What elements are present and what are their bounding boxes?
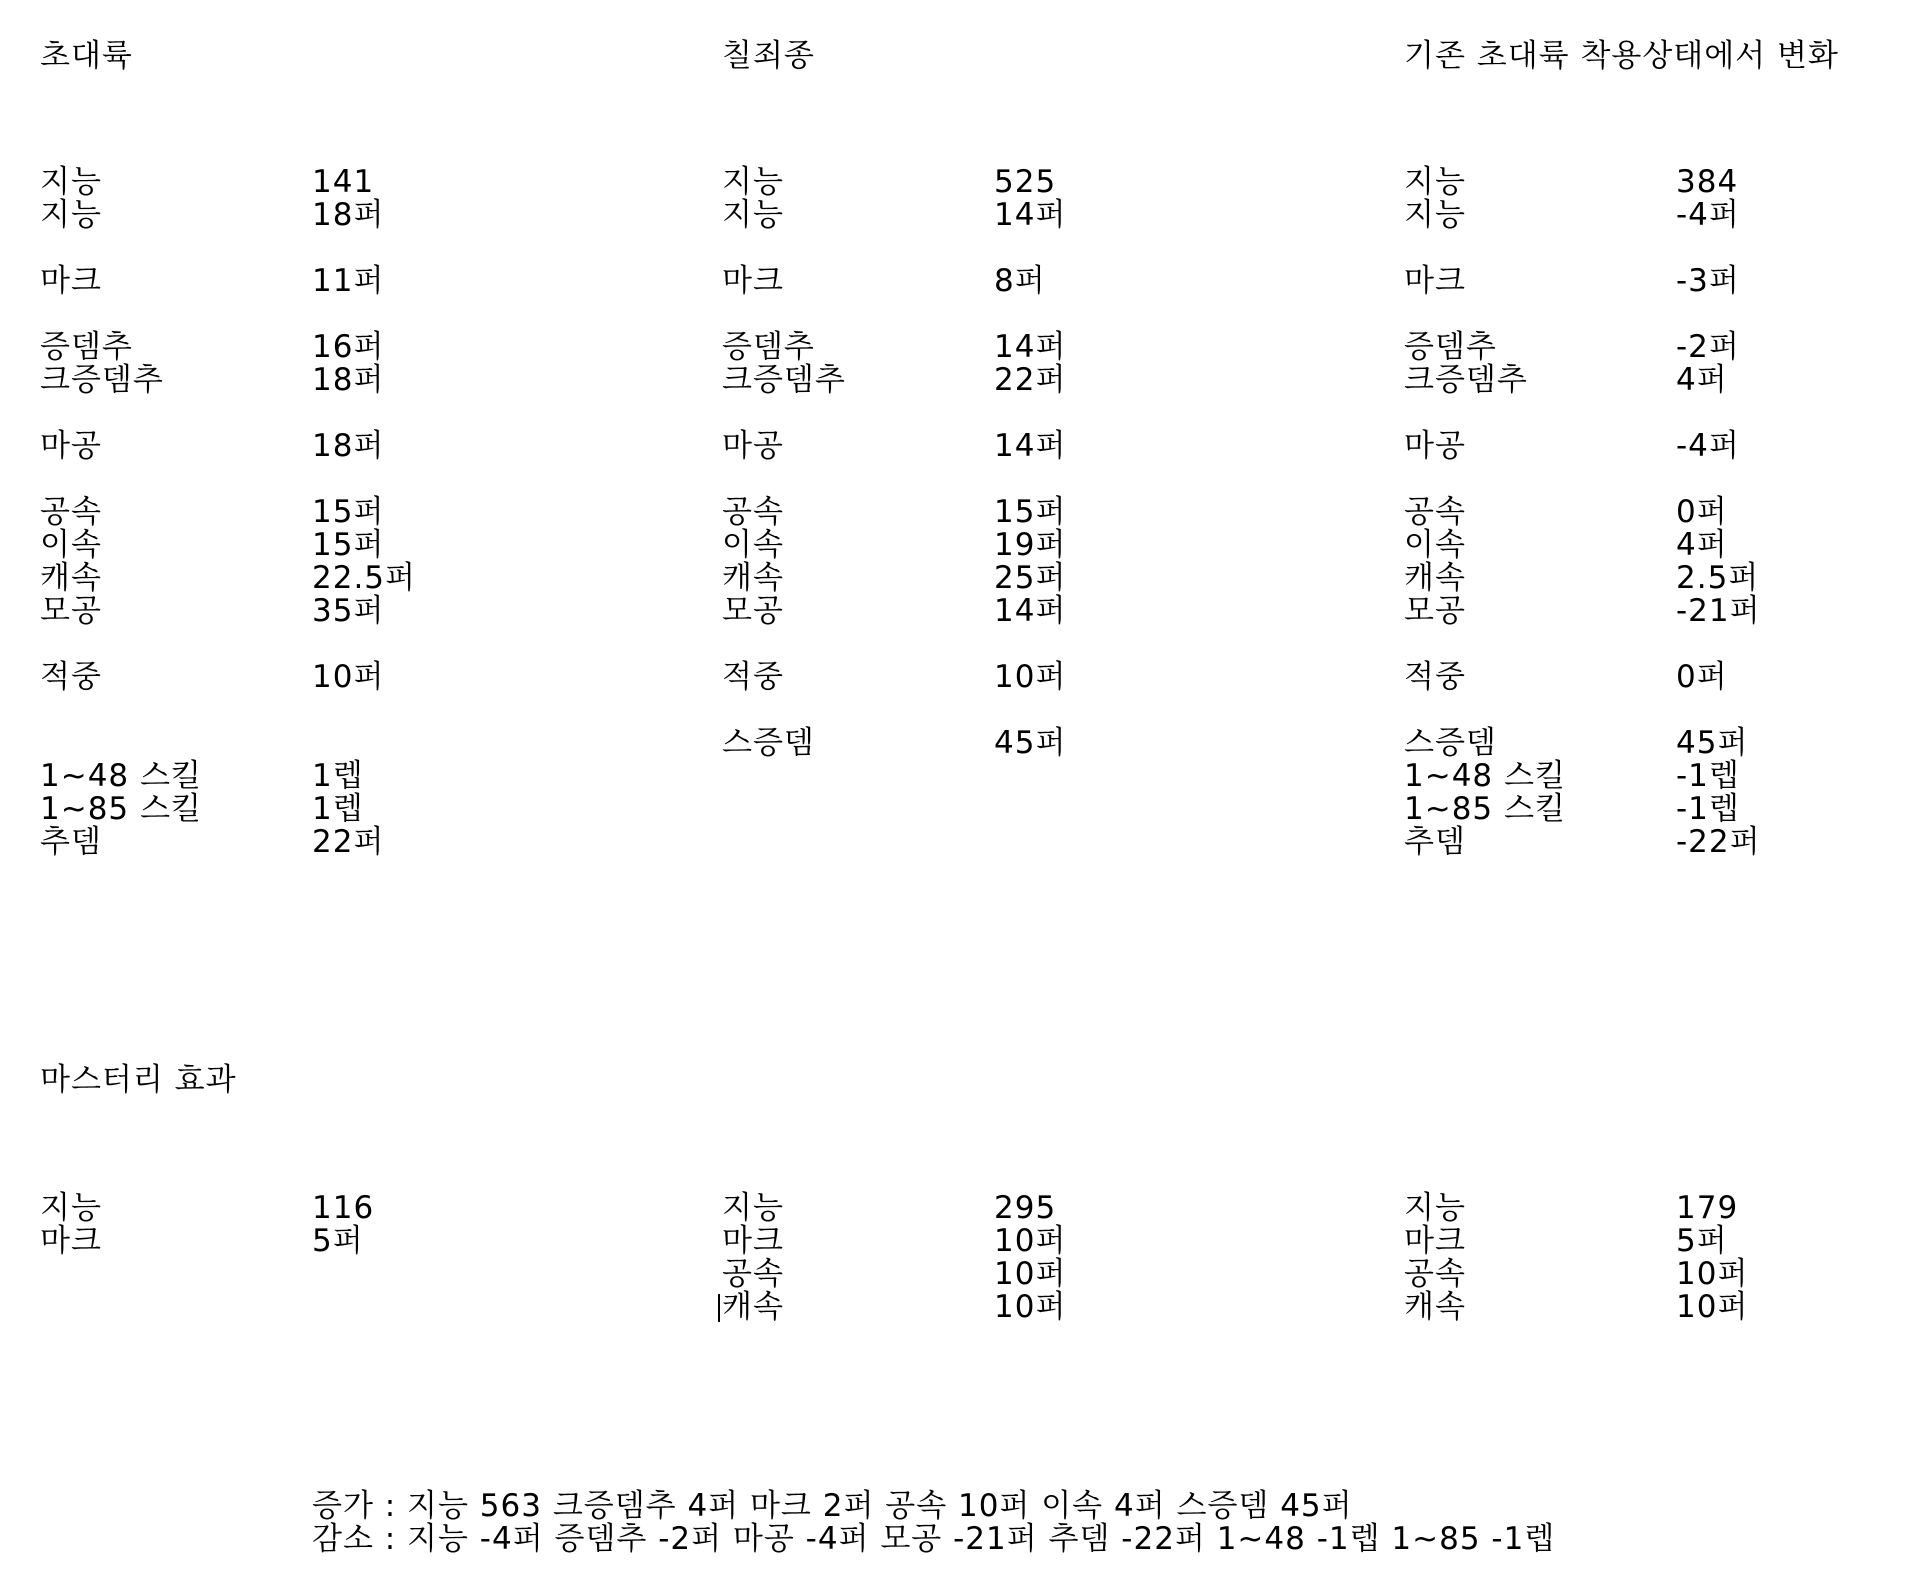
mastery-column-supercontinent xyxy=(40,1192,560,1332)
blank-line xyxy=(40,727,560,760)
stat-label: 1~85 스킬 xyxy=(1404,791,1566,827)
blank-line xyxy=(722,232,1242,265)
column-seven-sins xyxy=(722,30,1242,850)
stat-row xyxy=(40,166,560,199)
stat-value: 45퍼 xyxy=(1676,725,1749,761)
stat-label: 마크 xyxy=(722,1223,784,1259)
stat-value: 15퍼 xyxy=(994,494,1067,530)
blank-line xyxy=(722,397,1242,430)
stat-list xyxy=(722,1192,1242,1324)
stat-value: 15퍼 xyxy=(312,494,385,530)
stat-label: 모공 xyxy=(722,593,784,629)
stat-value: 10퍼 xyxy=(994,1256,1067,1292)
mastery-column-change xyxy=(1404,1192,1911,1332)
stat-label: 1~48 스킬 xyxy=(1404,758,1566,794)
stat-label: 마크 xyxy=(1404,1223,1466,1259)
blank-line xyxy=(722,628,1242,661)
stat-row xyxy=(1404,1258,1911,1291)
stat-label: 스증뎀 xyxy=(1404,725,1497,761)
stat-row xyxy=(1404,199,1911,232)
stat-row xyxy=(1404,496,1911,529)
stat-label: 크증뎀추 xyxy=(40,362,164,398)
stat-label: 지능 xyxy=(1404,197,1466,233)
stat-label: 마크 xyxy=(40,1223,102,1259)
stat-value: 15퍼 xyxy=(312,527,385,563)
stat-row xyxy=(40,496,560,529)
stat-row xyxy=(40,529,560,562)
stat-value: -1렙 xyxy=(1676,758,1740,794)
column-supercontinent xyxy=(40,30,560,860)
stat-value: 10퍼 xyxy=(1676,1289,1749,1325)
mastery-section-title: 마스터리 효과 xyxy=(40,1062,237,1098)
blank-line xyxy=(40,694,560,727)
stat-value: 0퍼 xyxy=(1676,494,1728,530)
stat-label: 캐속 xyxy=(1404,560,1466,596)
stat-label: 추뎀 xyxy=(1404,824,1466,860)
stat-list xyxy=(40,1192,560,1258)
stat-value: 14퍼 xyxy=(994,329,1067,365)
stat-row xyxy=(1404,529,1911,562)
stat-value: 16퍼 xyxy=(312,329,385,365)
stat-row xyxy=(722,562,1242,595)
stat-label: 공속 xyxy=(1404,1256,1466,1292)
summary-increase: 증가 : 지능 563 크증뎀추 4퍼 마크 2퍼 공속 10퍼 이속 4퍼 스증뎀 45퍼 xyxy=(312,1488,1353,1524)
stat-row xyxy=(1404,331,1911,364)
stat-row xyxy=(1404,727,1911,760)
stat-row xyxy=(40,265,560,298)
stat-value: 2.5퍼 xyxy=(1676,560,1760,596)
stat-row xyxy=(1404,595,1911,628)
column-title: 기존 초대륙 착용상태에서 변화 xyxy=(1404,38,1839,74)
stat-value: 18퍼 xyxy=(312,362,385,398)
stat-value: 179 xyxy=(1676,1190,1739,1226)
stat-value: 4퍼 xyxy=(1676,527,1728,563)
column-title: 초대륙 xyxy=(40,38,133,74)
stat-row xyxy=(722,529,1242,562)
stat-label: 이속 xyxy=(722,527,784,563)
stat-label: 스증뎀 xyxy=(722,725,815,761)
stat-value: -3퍼 xyxy=(1676,263,1740,299)
stat-value: 25퍼 xyxy=(994,560,1067,596)
stat-value: 18퍼 xyxy=(312,197,385,233)
stat-row xyxy=(40,364,560,397)
stat-label: 지능 xyxy=(40,197,102,233)
blank-line xyxy=(40,298,560,331)
stat-label: 증뎀추 xyxy=(1404,329,1497,365)
stat-label: 지능 xyxy=(40,164,102,200)
stat-label: 1~85 스킬 xyxy=(40,791,202,827)
stat-value: 1렙 xyxy=(312,758,364,794)
stat-value: 116 xyxy=(312,1190,375,1226)
column-change xyxy=(1404,30,1911,860)
stat-label: 모공 xyxy=(1404,593,1466,629)
stat-label: 마크 xyxy=(40,263,102,299)
stat-label: 모공 xyxy=(40,593,102,629)
stat-row xyxy=(722,364,1242,397)
stat-label: 적중 xyxy=(1404,659,1466,695)
stat-value: -4퍼 xyxy=(1676,428,1740,464)
stat-label: 마공 xyxy=(40,428,102,464)
stat-label: 마공 xyxy=(722,428,784,464)
stat-row xyxy=(40,1192,560,1225)
stat-label: 캐속 xyxy=(722,1289,784,1325)
stat-row xyxy=(40,331,560,364)
stat-value: 384 xyxy=(1676,164,1739,200)
blank-line xyxy=(1404,232,1911,265)
stat-list xyxy=(722,166,1242,760)
blank-line xyxy=(722,298,1242,331)
stat-row xyxy=(1404,364,1911,397)
stat-value: 1렙 xyxy=(312,791,364,827)
stat-row xyxy=(1404,661,1911,694)
stat-label: 공속 xyxy=(1404,494,1466,530)
stat-row xyxy=(40,793,560,826)
stat-value: 18퍼 xyxy=(312,428,385,464)
stat-row xyxy=(1404,793,1911,826)
stat-row xyxy=(40,199,560,232)
stat-value: 14퍼 xyxy=(994,197,1067,233)
mastery-column-seven-sins xyxy=(722,1192,1242,1332)
stat-row xyxy=(40,661,560,694)
stat-value: 0퍼 xyxy=(1676,659,1728,695)
stat-label: 캐속 xyxy=(40,560,102,596)
stat-value: 10퍼 xyxy=(312,659,385,695)
stat-value: 5퍼 xyxy=(312,1223,364,1259)
stat-label: 지능 xyxy=(722,1190,784,1226)
stat-value: 525 xyxy=(994,164,1057,200)
stat-value: 8퍼 xyxy=(994,263,1046,299)
stat-value: 14퍼 xyxy=(994,428,1067,464)
stat-row xyxy=(722,265,1242,298)
stat-label: 캐속 xyxy=(1404,1289,1466,1325)
stat-label: 마공 xyxy=(1404,428,1466,464)
stat-label: 공속 xyxy=(40,494,102,530)
stat-row xyxy=(1404,265,1911,298)
stat-label: 1~48 스킬 xyxy=(40,758,202,794)
stat-label: 이속 xyxy=(40,527,102,563)
stat-label: 지능 xyxy=(1404,1190,1466,1226)
stat-label: 마크 xyxy=(1404,263,1466,299)
stat-value: 22.5퍼 xyxy=(312,560,416,596)
stat-label: 추뎀 xyxy=(40,824,102,860)
stat-value: 35퍼 xyxy=(312,593,385,629)
summary-block xyxy=(312,1490,1555,1556)
blank-line xyxy=(1404,298,1911,331)
stat-row xyxy=(40,430,560,463)
stat-value: -22퍼 xyxy=(1676,824,1761,860)
stat-value: 4퍼 xyxy=(1676,362,1728,398)
blank-line xyxy=(1404,397,1911,430)
stat-label: 공속 xyxy=(722,494,784,530)
stat-label: 지능 xyxy=(722,164,784,200)
summary-decrease: 감소 : 지능 -4퍼 증뎀추 -2퍼 마공 -4퍼 모공 -21퍼 추뎀 -22퍼 1~48 -1렙 1~85 -1렙 xyxy=(312,1521,1556,1557)
stat-row xyxy=(722,727,1242,760)
stat-list xyxy=(1404,166,1911,859)
stat-row xyxy=(722,661,1242,694)
stat-label: 지능 xyxy=(1404,164,1466,200)
stat-row xyxy=(722,331,1242,364)
stat-value: 10퍼 xyxy=(1676,1256,1749,1292)
stat-label: 적중 xyxy=(722,659,784,695)
blank-line xyxy=(1404,694,1911,727)
stat-row xyxy=(1404,760,1911,793)
blank-line xyxy=(40,397,560,430)
stat-row xyxy=(722,1258,1242,1291)
stat-row xyxy=(1404,1192,1911,1225)
blank-line xyxy=(40,232,560,265)
stat-value: -2퍼 xyxy=(1676,329,1740,365)
column-title: 칠죄종 xyxy=(722,38,815,74)
stat-row xyxy=(722,199,1242,232)
stat-label: 증뎀추 xyxy=(722,329,815,365)
stat-value: 10퍼 xyxy=(994,1289,1067,1325)
blank-line xyxy=(40,628,560,661)
stat-list xyxy=(1404,1192,1911,1324)
stat-label: 적중 xyxy=(40,659,102,695)
blank-line xyxy=(1404,628,1911,661)
stat-value: 141 xyxy=(312,164,375,200)
stat-row xyxy=(1404,166,1911,199)
stat-label: 이속 xyxy=(1404,527,1466,563)
stat-row xyxy=(40,1225,560,1258)
stat-row xyxy=(722,496,1242,529)
stat-row xyxy=(1404,1225,1911,1258)
stat-label: 크증뎀추 xyxy=(1404,362,1528,398)
stat-row xyxy=(1404,430,1911,463)
stat-row xyxy=(40,826,560,859)
blank-line xyxy=(722,463,1242,496)
stat-row xyxy=(722,1192,1242,1225)
stat-value: 5퍼 xyxy=(1676,1223,1728,1259)
blank-line xyxy=(722,694,1242,727)
stat-value: 19퍼 xyxy=(994,527,1067,563)
stat-value: 10퍼 xyxy=(994,1223,1067,1259)
stat-value: 14퍼 xyxy=(994,593,1067,629)
stat-label: 지능 xyxy=(722,197,784,233)
stat-label: 지능 xyxy=(40,1190,102,1226)
stat-row xyxy=(722,1291,1242,1324)
stat-value: -4퍼 xyxy=(1676,197,1740,233)
stat-row xyxy=(722,430,1242,463)
stat-label: 마크 xyxy=(722,263,784,299)
stat-row xyxy=(722,595,1242,628)
stat-row xyxy=(722,166,1242,199)
stat-value: 10퍼 xyxy=(994,659,1067,695)
blank-line xyxy=(1404,463,1911,496)
text-cursor xyxy=(718,1294,720,1322)
stat-row xyxy=(1404,562,1911,595)
stat-value: 22퍼 xyxy=(312,824,385,860)
stat-value: -1렙 xyxy=(1676,791,1740,827)
stat-row xyxy=(40,595,560,628)
stat-value: -21퍼 xyxy=(1676,593,1761,629)
stat-row xyxy=(722,1225,1242,1258)
stat-row xyxy=(1404,1291,1911,1324)
stat-label: 공속 xyxy=(722,1256,784,1292)
stat-value: 45퍼 xyxy=(994,725,1067,761)
stat-row xyxy=(40,760,560,793)
stat-row xyxy=(40,562,560,595)
blank-line xyxy=(40,463,560,496)
stat-label: 캐속 xyxy=(722,560,784,596)
stat-list xyxy=(40,166,560,859)
stat-label: 크증뎀추 xyxy=(722,362,846,398)
stat-value: 295 xyxy=(994,1190,1057,1226)
stat-value: 22퍼 xyxy=(994,362,1067,398)
stat-value: 11퍼 xyxy=(312,263,385,299)
stat-label: 증뎀추 xyxy=(40,329,133,365)
stat-row xyxy=(1404,826,1911,859)
